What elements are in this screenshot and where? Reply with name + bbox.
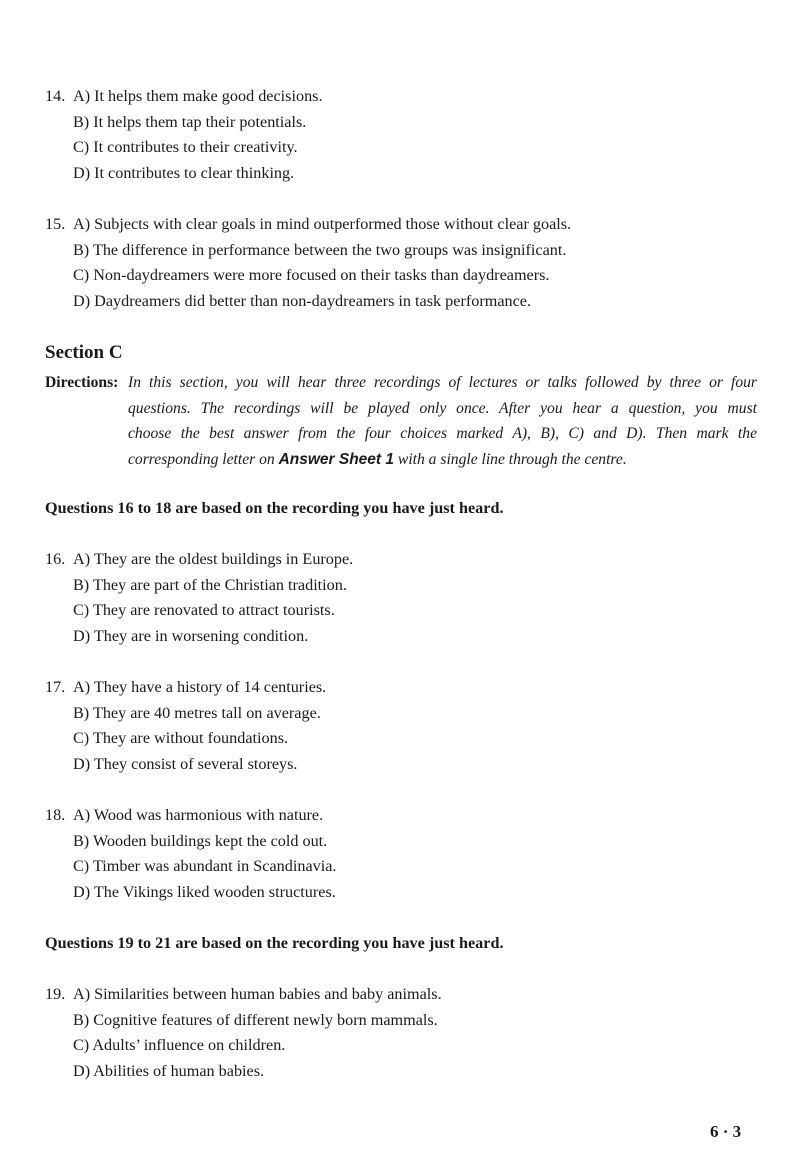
question-group-heading: Questions 16 to 18 are based on the recording you have just heard. xyxy=(45,499,504,517)
directions-line: questions. The recordings will be played only once. After you hear a question, you must xyxy=(128,399,757,417)
directions-line: In this section, you will hear three recordings of lectures or talks followed by three or four xyxy=(128,374,757,391)
directions-text xyxy=(128,370,757,472)
question-option xyxy=(45,212,571,238)
question-number: 18. xyxy=(45,806,66,824)
question-number: 19. xyxy=(45,985,66,1003)
directions-text-part: corresponding letter on xyxy=(128,450,279,468)
option-d: D) They consist of several storeys. xyxy=(73,754,298,773)
question-16 xyxy=(45,547,353,649)
directions-line: choose the best answer from the four choices marked A), B), C) and D). Then mark the xyxy=(128,425,757,442)
option-c: C) Timber was abundant in Scandinavia. xyxy=(73,857,337,875)
question-18 xyxy=(45,803,336,905)
option-b: B) They are 40 metres tall on average. xyxy=(73,703,321,722)
option-b: B) They are part of the Christian tradition. xyxy=(73,575,347,594)
question-14 xyxy=(45,84,323,186)
answer-sheet-label: Answer Sheet 1 xyxy=(278,450,395,468)
question-option xyxy=(45,803,336,829)
option-b: B) Wooden buildings kept the cold out. xyxy=(73,831,328,850)
option-a: A) They have a history of 14 centuries. xyxy=(73,678,327,696)
option-d: D) It contributes to clear thinking. xyxy=(73,163,295,182)
option-d: D) They are in worsening condition. xyxy=(73,626,309,645)
option-c: C) They are renovated to attract tourists. xyxy=(73,601,335,619)
option-b: B) Cognitive features of different newly born mammals. xyxy=(73,1010,438,1029)
option-d: D) Daydreamers did better than non-daydreamers in task performance. xyxy=(73,291,532,310)
question-number: 16. xyxy=(45,550,66,568)
question-group-heading: Questions 19 to 21 are based on the recording you have just heard. xyxy=(45,934,504,952)
option-a: A) It helps them make good decisions. xyxy=(73,87,323,105)
option-b: B) The difference in performance between the two groups was insignificant. xyxy=(73,240,567,259)
question-17 xyxy=(45,675,326,777)
directions xyxy=(45,370,757,472)
question-number: 15. xyxy=(45,215,66,233)
option-c: C) It contributes to their creativity. xyxy=(73,138,298,156)
question-number: 17. xyxy=(45,678,66,696)
option-a: A) Subjects with clear goals in mind outperformed those without clear goals. xyxy=(73,215,572,233)
option-a: A) Wood was harmonious with nature. xyxy=(73,806,324,824)
directions-line xyxy=(128,447,757,473)
question-19 xyxy=(45,982,442,1084)
option-d: D) Abilities of human babies. xyxy=(73,1061,265,1080)
option-a: A) They are the oldest buildings in Europe. xyxy=(73,550,354,568)
option-a: A) Similarities between human babies and baby animals. xyxy=(73,985,442,1003)
question-number: 14. xyxy=(45,87,66,105)
directions-text-part: with a single line through the centre. xyxy=(394,450,627,468)
question-option xyxy=(45,675,326,701)
option-c: C) Adults’ influence on children. xyxy=(73,1036,286,1054)
option-c: C) Non-daydreamers were more focused on their tasks than daydreamers. xyxy=(73,266,550,284)
option-b: B) It helps them tap their potentials. xyxy=(73,112,307,131)
question-option xyxy=(45,982,442,1008)
page-number: 6 · 3 xyxy=(710,1122,742,1141)
directions-label: Directions: xyxy=(45,374,119,391)
question-option xyxy=(45,84,323,110)
option-d: D) The Vikings liked wooden structures. xyxy=(73,882,336,901)
option-c: C) They are without foundations. xyxy=(73,729,289,747)
question-option xyxy=(45,547,353,573)
question-15 xyxy=(45,212,571,314)
section-title: Section C xyxy=(45,342,123,363)
